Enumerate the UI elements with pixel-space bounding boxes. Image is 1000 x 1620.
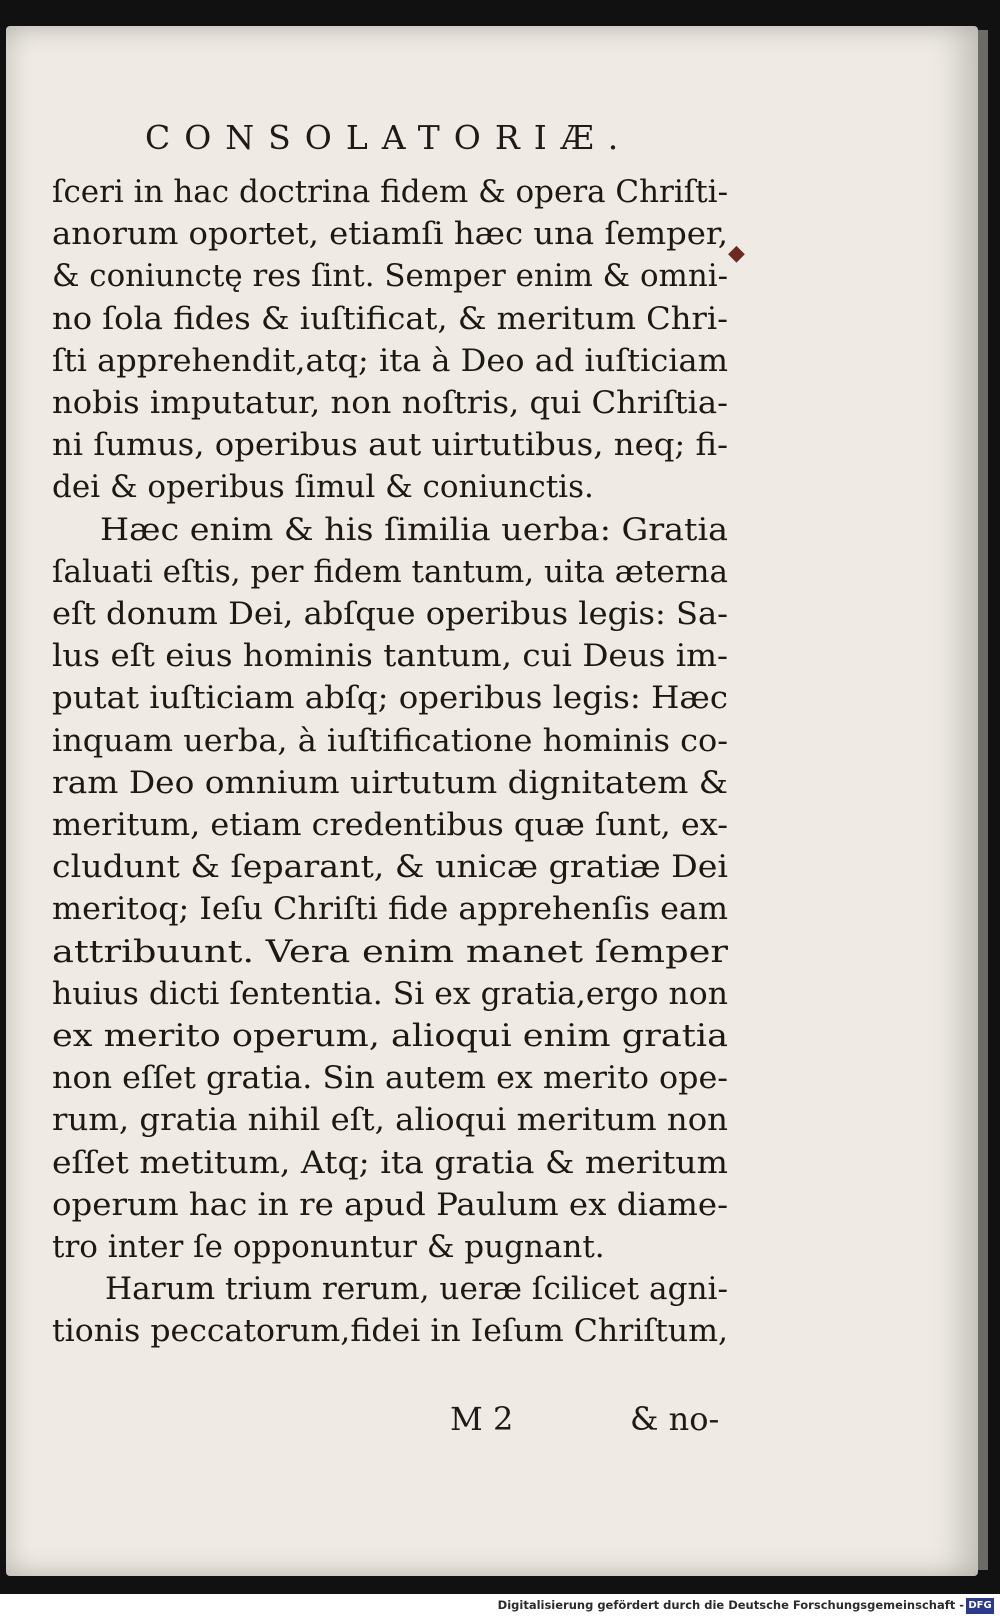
margin-mark: ◆ [728,241,745,266]
text-line: attribuunt. Vera enim manet ſemper [52,933,729,970]
text-line: eſt donum Dei, abſque operibus legis: Sa- [52,596,729,632]
text-line: & coniunctę res ſint. Semper enim & omni- [52,258,729,295]
text-line: no ſola fides & iuſtificat, & meritum Chri- [52,300,728,337]
text-line: meritum, etiam credentibus quæ ſunt, ex- [52,807,729,843]
text-line: eſſet metitum, Atq; ita gratia & meritum [52,1144,729,1181]
text-line: lus eſt eius hominis tantum, cui Deus im- [52,638,729,675]
text-line: operum hac in re apud Paulum ex diame- [52,1186,729,1223]
text-line: cludunt & ſeparant, & unicæ gratiæ Dei [52,849,729,886]
text-line: rum, gratia nihil eſt, alioqui meritum non [52,1102,728,1139]
text-line: ſceri in hac doctrina fidem & opera Chriſti- [52,174,729,210]
text-line: tro inter ſe opponuntur & pugnant. [52,1229,605,1265]
dfg-logo: DFG [966,1598,994,1614]
text-line: ex merito operum, alioqui enim gratia [52,1018,728,1054]
text-line: ſti apprehendit,atq; ita à Deo ad iuſticiam [52,342,729,379]
text-line: Harum trium rerum, ueræ ſcilicet agni- [105,1271,729,1308]
text-line: putat iuſticiam abſq; operibus legis: Hæc [52,680,729,717]
running-header: CONSOLATORIÆ. [145,118,633,157]
text-line: anorum oportet, etiamſi hæc una ſemper, [52,216,729,253]
text-line: ni ſumus, operibus aut uirtutibus, neq; fi- [52,427,729,464]
catchword: & no- [630,1400,720,1438]
signature-mark: M 2 [450,1400,514,1438]
footer-credit: Digitalisierung gefördert durch die Deutsche Forschungsgemeinschaft - [497,1598,964,1612]
text-line: huius dicti ſententia. Si ex gratia,ergo non [52,975,728,1012]
text-line: tionis peccatorum,fidei in Ieſum Chriſtum, [52,1313,729,1350]
text-line: Hæc enim & his ſimilia uerba: Gratia [100,511,729,548]
text-line: ſaluati eſtis, per fidem tantum, uita æterna [52,553,728,590]
text-line: non eſſet gratia. Sin autem ex merito ope- [52,1060,729,1097]
page-edge [978,30,988,1570]
text-line: inquam uerba, à iuſtificatione hominis co- [52,722,729,759]
text-line: nobis imputatur, non noſtris, qui Chriſtia- [52,385,728,421]
text-line: meritoq; Ieſu Chriſti fide apprehenſis eam [52,891,729,928]
text-line: ram Deo omnium uirtutum dignitatem & [52,764,729,801]
text-line: dei & operibus ſimul & coniunctis. [52,469,594,506]
